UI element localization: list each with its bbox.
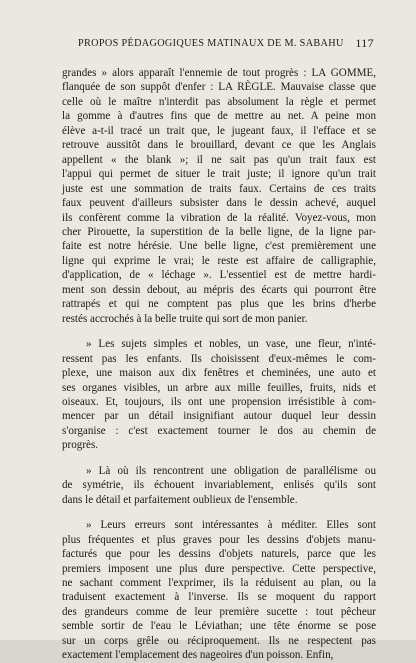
text-line: dans le détail et parfaitement oublieux de l'ensemble. bbox=[62, 493, 298, 506]
text-line: sur un corps grêle ou réciproquement. Ils ne respectent pas bbox=[62, 634, 376, 647]
text-line: exactement l'emplacement des nageoires d'un poisson. Enfin, bbox=[62, 649, 334, 662]
text-line: celle où le maître n'interdit pas absolument la règle et permet bbox=[62, 95, 376, 108]
paragraph bbox=[62, 66, 376, 326]
text-line: » Les sujets simples et nobles, un vase, une fleur, n'inté- bbox=[86, 338, 376, 351]
text-line: ils confèrent comme la vibration de la réalité. Voyez-vous, mon bbox=[62, 211, 376, 224]
text-line: » Leurs erreurs sont intéressantes à méditer. Elles sont bbox=[86, 519, 376, 532]
text-line: faux peuvent d'ailleurs subsister dans le dessin achevé, auquel bbox=[62, 197, 376, 210]
text-line: la gomme à d'autres fins que de mettre au net. A peine mon bbox=[62, 110, 376, 123]
text-line: ressent pas les enfants. Ils choisissent d'eux-mêmes le com- bbox=[62, 352, 376, 365]
text-line: d'application, de « léchage ». L'essentiel est de mettre hardi- bbox=[62, 269, 376, 282]
text-line: des grandeurs comme de leur première sucette : tout pêcheur bbox=[62, 605, 376, 618]
text-line: faite est notre hérésie. Une belle ligne, c'est premièrement une bbox=[62, 240, 376, 253]
text-line: mencer par un détail insignifiant autour duquel leur dessin bbox=[62, 410, 376, 423]
text-line: plus fréquentes et plus graves pour les dessins d'objets manu- bbox=[62, 533, 376, 546]
text-line: grandes » alors apparaît l'ennemie de tout progrès : LA GOMME, bbox=[62, 67, 376, 79]
text-line: élève a-t-il tracé un trait que, le jugeant faux, il l'efface et se bbox=[62, 124, 376, 137]
paragraph bbox=[62, 518, 376, 663]
text-line: rattrapés et qui ne comptent pas plus que les brins d'herbe bbox=[62, 298, 376, 311]
text-line: ment son dessin debout, au mépris des écarts qui pourront être bbox=[62, 283, 376, 296]
text-line: l'appui qui permet de situer le trait juste; il ignore qu'un trait bbox=[62, 168, 376, 181]
text-line: facturés que pour les dessins d'objets naturels, parce que les bbox=[62, 548, 376, 561]
running-title: PROPOS PÉDAGOGIQUES MATINAUX DE M. SABAHU bbox=[78, 38, 344, 49]
text-line: ne sachant comment l'exprimer, ils la réduisent au plan, ou la bbox=[62, 576, 376, 589]
text-line: appellent « the blank »; il ne sait pas qu'un trait faux est bbox=[62, 153, 376, 166]
text-line: semble sortir de l'eau le Léviathan; une tête énorme se pose bbox=[62, 620, 376, 633]
running-header bbox=[58, 38, 374, 52]
text-line: premiers imposent une plus dure perspective. Cette perspective, bbox=[62, 562, 376, 575]
paragraph bbox=[62, 337, 376, 453]
text-line: cher Pirouette, la superstition de la belle ligne, de la ligne par- bbox=[62, 225, 376, 238]
text-line: retrouve aussitôt dans le brouillard, devant ce que les Anglais bbox=[62, 139, 376, 152]
page-number: 117 bbox=[355, 36, 374, 50]
text-line: ligne qui exprime le vrai; le reste est affaire de calligraphie, bbox=[62, 254, 376, 267]
body-text bbox=[62, 66, 376, 663]
text-line: traduisent exactement à l'inverse. Ils se moquent du rapport bbox=[62, 591, 376, 604]
text-line: oiseaux. Et, toujours, ils ont une propension irrésistible à com- bbox=[62, 395, 376, 408]
text-line: » Là où ils rencontrent une obligation de parallélisme ou bbox=[86, 464, 376, 477]
text-line: progrès. bbox=[62, 439, 99, 452]
text-line: juste est une sommation de traits faux. Certains de ces traits bbox=[62, 182, 376, 195]
text-line: flanquée de son suppôt d'enfer : LA RÈGLE. Mauvaise classe que bbox=[62, 81, 376, 94]
paragraph bbox=[62, 464, 376, 507]
text-line: ses organes visibles, un arbre aux mille feuilles, fruits, nids et bbox=[62, 381, 376, 394]
text-line: plexe, une maison aux dix fenêtres et cheminées, une auto et bbox=[62, 367, 376, 380]
text-line: restés accrochés à la belle truite qui sort de mon panier. bbox=[62, 312, 308, 325]
text-line: de symétrie, ils échouent invariablement, enlisés qu'ils sont bbox=[62, 479, 376, 492]
text-line: s'organise : c'est exactement tourner le dos au chemin de bbox=[62, 424, 376, 437]
